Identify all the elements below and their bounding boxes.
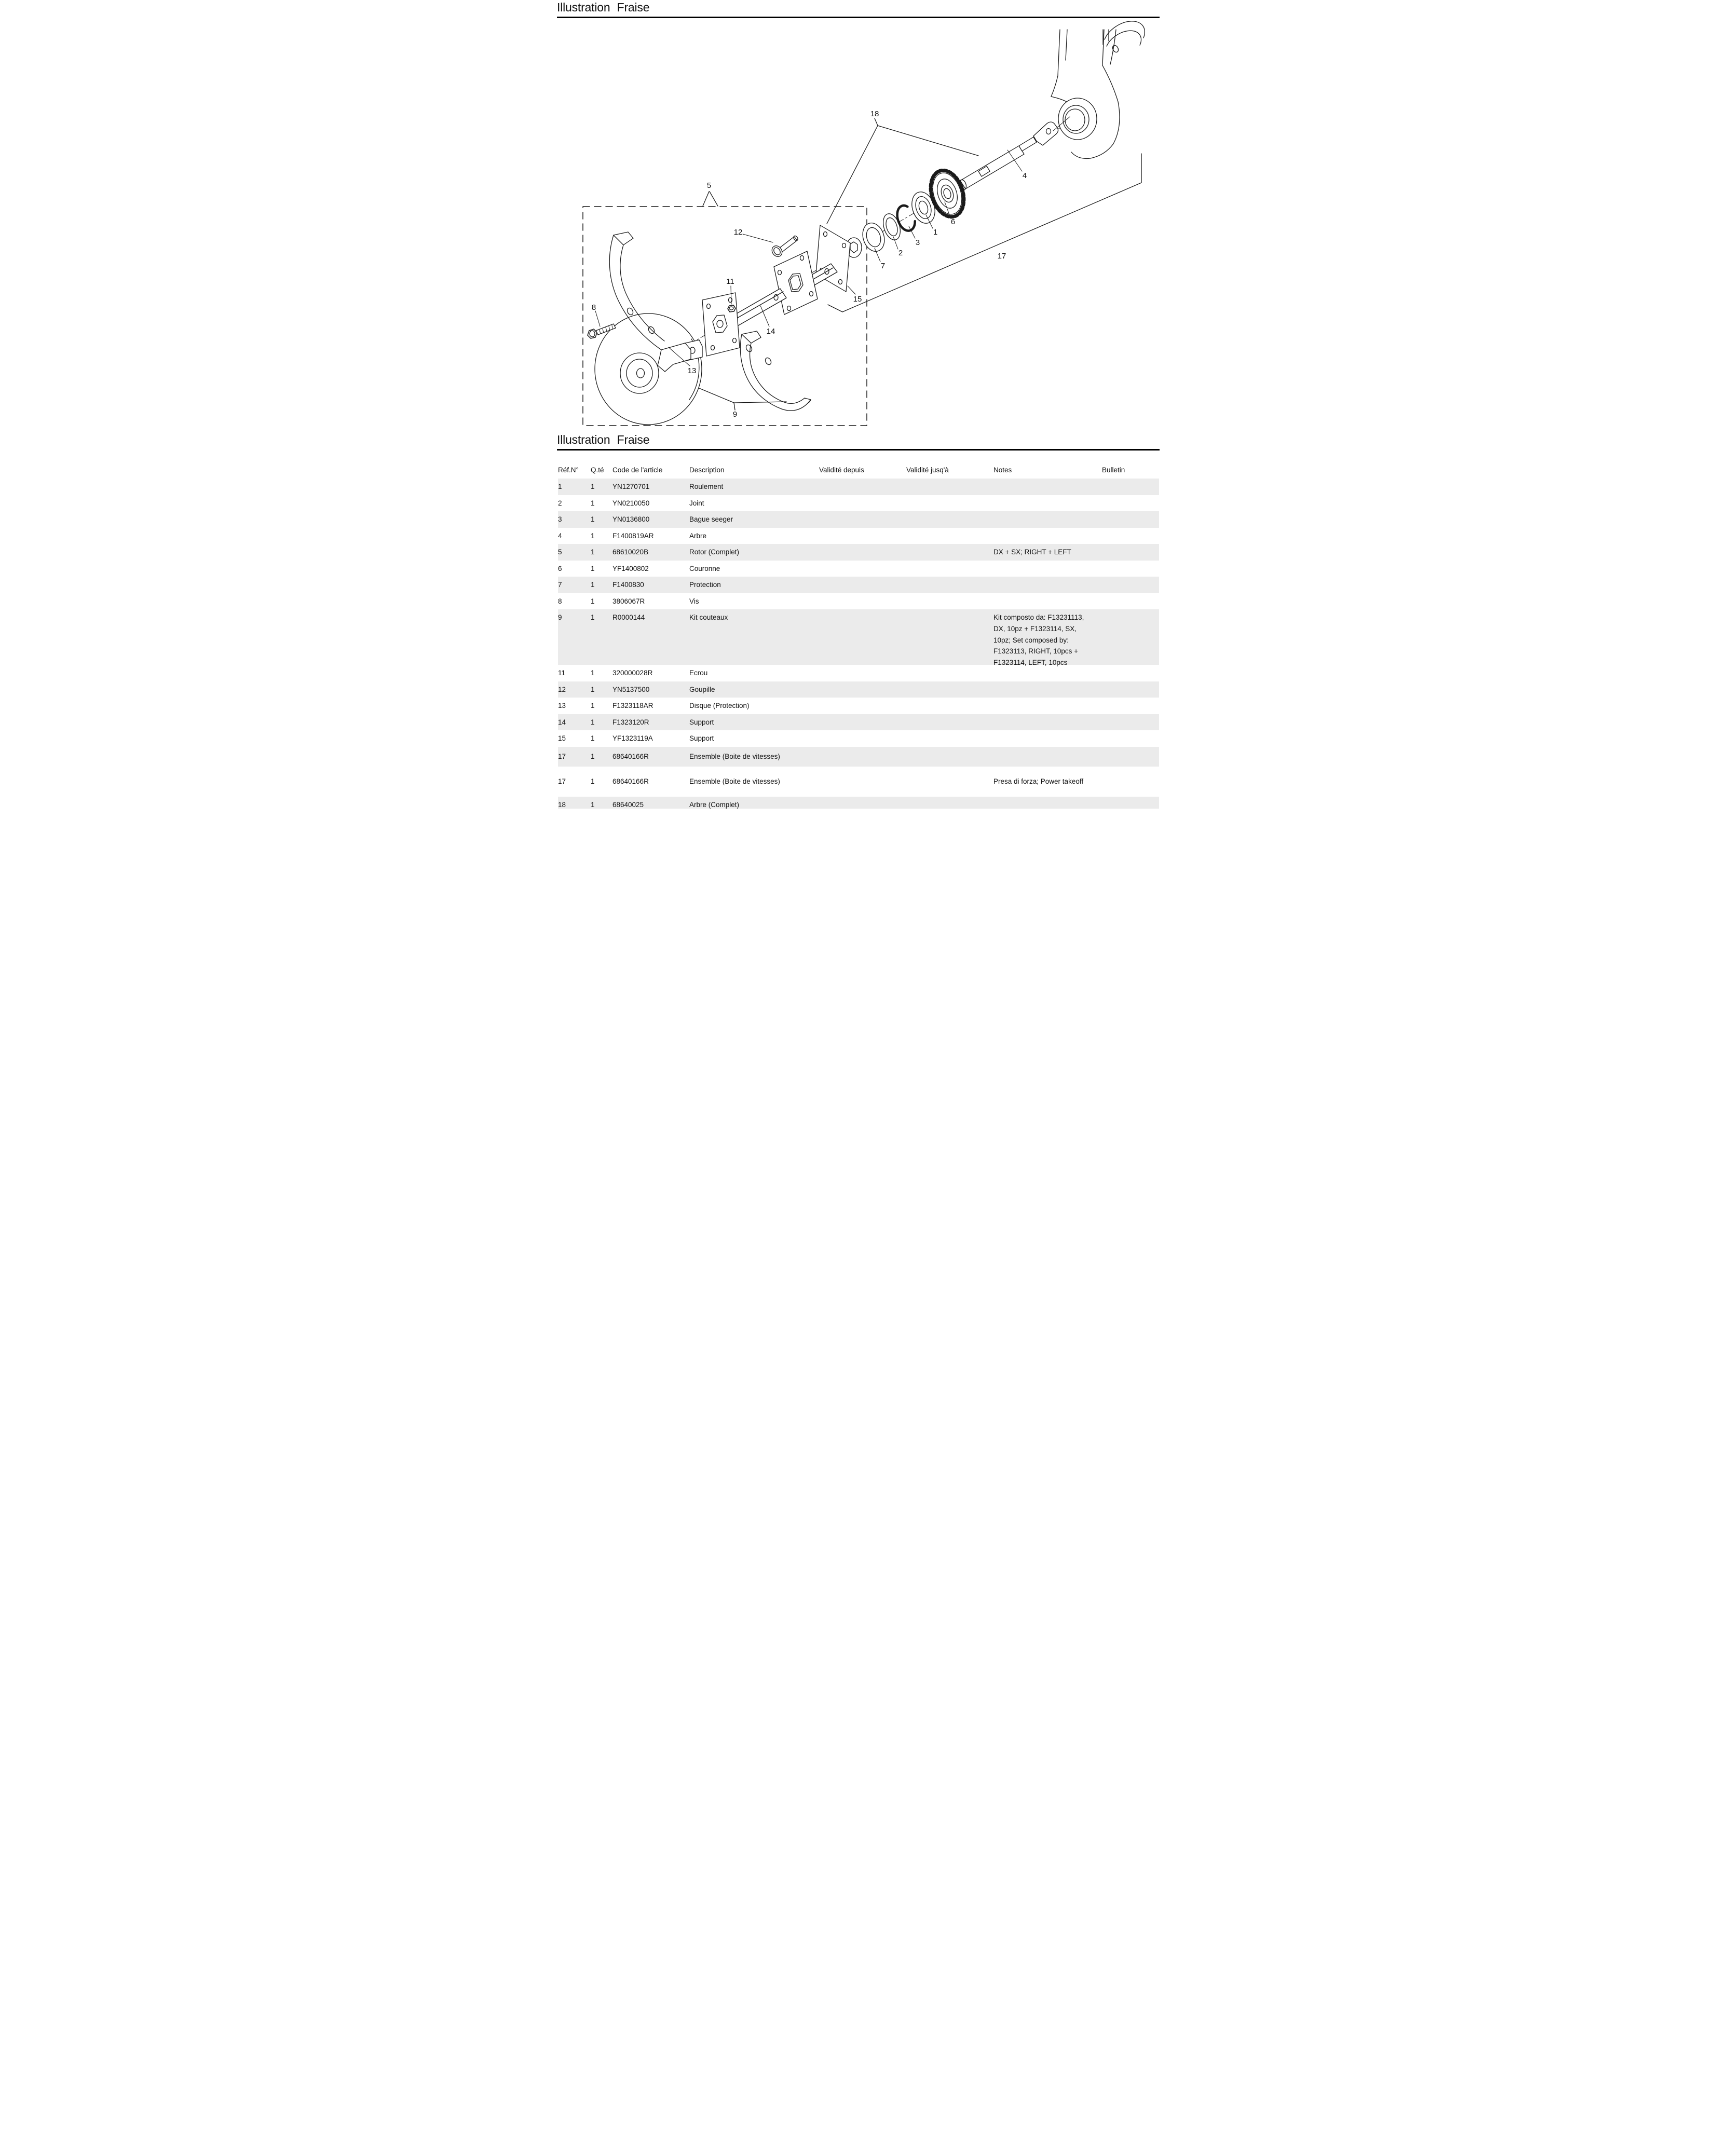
col-header-ref: Réf.N° — [558, 466, 579, 474]
cell-qty: 1 — [591, 718, 595, 726]
callout-5: 5 — [706, 181, 712, 190]
cell-valid-to — [906, 528, 993, 544]
cell-ref: 13 — [558, 702, 566, 710]
cell-code: 3806067R — [612, 597, 645, 605]
cell-ref: 5 — [558, 548, 562, 556]
cell-desc: Arbre (Complet) — [689, 800, 740, 809]
cell-bulletin — [1102, 593, 1159, 610]
table-row — [558, 698, 1159, 714]
cell-desc: Ecrou — [689, 669, 708, 677]
cell-bulletin — [1102, 767, 1159, 797]
cell-qty: 1 — [591, 548, 595, 556]
cell-bulletin — [1102, 544, 1159, 561]
cell-notes: Kit composto da: F13231113, DX, 10pz + F1323114, SX, 10pz; Set composed by: F1323113, RIGHT, 10pcs + F1323114, LEFT, 10pcs — [993, 613, 1084, 667]
cell-ref: 2 — [558, 499, 562, 507]
cell-bulletin — [1102, 577, 1159, 593]
table-row — [558, 561, 1159, 577]
cell-notes: Presa di forza; Power takeoff — [993, 777, 1084, 785]
cell-qty: 1 — [591, 499, 595, 507]
cell-valid-from — [819, 665, 906, 681]
table-row — [558, 495, 1159, 512]
cell-bulletin — [1102, 609, 1159, 665]
cell-qty: 1 — [591, 515, 595, 524]
table-row — [558, 528, 1159, 544]
callout-8: 8 — [591, 303, 596, 312]
cell-notes: DX + SX; RIGHT + LEFT — [993, 548, 1071, 556]
cell-ref: 7 — [558, 581, 562, 589]
cell-valid-from — [819, 511, 906, 528]
cell-valid-from — [819, 698, 906, 714]
cell-ref: 3 — [558, 515, 562, 524]
cell-code: YN0210050 — [612, 499, 650, 507]
callout-7: 7 — [880, 262, 886, 270]
table-row — [558, 609, 1159, 665]
cell-desc: Support — [689, 734, 714, 743]
callout-6: 6 — [950, 217, 956, 226]
cell-valid-to — [906, 665, 993, 681]
cell-qty: 1 — [591, 777, 595, 785]
callout-13: 13 — [687, 366, 697, 375]
cell-code: 68640025 — [612, 800, 644, 809]
cell-bulletin — [1102, 665, 1159, 681]
cell-bulletin — [1102, 714, 1159, 731]
cell-desc: Disque (Protection) — [689, 702, 750, 710]
cell-notes — [993, 479, 1102, 495]
cell-code: YN0136800 — [612, 515, 650, 524]
cell-desc: Goupille — [689, 685, 715, 693]
cell-qty: 1 — [591, 613, 595, 621]
table-row — [558, 767, 1159, 797]
col-header-notes: Notes — [993, 466, 1012, 474]
callout-1: 1 — [933, 228, 938, 237]
cell-code: 68640166R — [612, 777, 649, 785]
cell-valid-to — [906, 714, 993, 731]
shaft-4 — [958, 122, 1058, 190]
cell-code: YN1270701 — [612, 483, 650, 491]
cell-valid-from — [819, 544, 906, 561]
cell-bulletin — [1102, 730, 1159, 747]
flange-plate-front — [702, 293, 740, 356]
cell-code: 320000028R — [612, 669, 653, 677]
cell-ref: 9 — [558, 613, 562, 621]
cell-bulletin — [1102, 747, 1159, 767]
cell-valid-to — [906, 495, 993, 512]
cell-code: R0000144 — [612, 613, 645, 621]
callout-4: 4 — [1022, 171, 1027, 180]
cell-valid-to — [906, 698, 993, 714]
nut-11 — [728, 305, 736, 312]
cell-bulletin — [1102, 681, 1159, 698]
cell-code: 68610020B — [612, 548, 649, 556]
table-row — [558, 797, 1159, 809]
cell-ref: 8 — [558, 597, 562, 605]
callout-12: 12 — [733, 228, 743, 237]
section-rule — [557, 449, 1160, 451]
cell-qty: 1 — [591, 753, 595, 760]
pin-12 — [770, 235, 798, 258]
cell-desc: Support — [689, 718, 714, 726]
cell-notes — [993, 528, 1102, 544]
cell-bulletin — [1102, 479, 1159, 495]
cell-valid-from — [819, 577, 906, 593]
cell-qty: 1 — [591, 564, 595, 572]
callout-18: 18 — [870, 110, 879, 118]
table-row — [558, 747, 1159, 767]
cell-notes — [993, 561, 1102, 577]
page-title: Illustration Fraise — [557, 1, 650, 14]
table-row — [558, 479, 1159, 495]
cell-valid-to — [906, 511, 993, 528]
cell-notes — [993, 681, 1102, 698]
cell-qty: 1 — [591, 685, 595, 693]
callout-2: 2 — [898, 249, 903, 257]
cell-desc: Kit couteaux — [689, 613, 728, 621]
cell-qty: 1 — [591, 734, 595, 743]
cell-valid-from — [819, 609, 906, 665]
table-row — [558, 577, 1159, 593]
cell-valid-to — [906, 479, 993, 495]
cell-valid-to — [906, 681, 993, 698]
cell-notes — [993, 577, 1102, 593]
cell-valid-from — [819, 767, 906, 797]
cell-desc: Couronne — [689, 564, 720, 572]
cell-notes — [993, 495, 1102, 512]
cell-code: YN5137500 — [612, 685, 650, 693]
table-row — [558, 593, 1159, 610]
cell-notes — [993, 698, 1102, 714]
cell-qty: 1 — [591, 597, 595, 605]
col-header-desc: Description — [689, 466, 725, 474]
cell-valid-to — [906, 561, 993, 577]
cell-valid-to — [906, 593, 993, 610]
cell-valid-from — [819, 593, 906, 610]
cell-qty: 1 — [591, 581, 595, 589]
flange-plate-middle-14 — [774, 251, 818, 315]
cell-ref: 14 — [558, 718, 566, 726]
cell-valid-from — [819, 561, 906, 577]
cell-code: YF1323119A — [612, 734, 653, 743]
cell-valid-to — [906, 747, 993, 767]
cell-ref: 17 — [558, 753, 566, 760]
table-header-row — [558, 461, 1159, 479]
cell-valid-to — [906, 609, 993, 665]
cell-bulletin — [1102, 528, 1159, 544]
callout-11: 11 — [726, 277, 734, 286]
cell-valid-from — [819, 528, 906, 544]
callout-9: 9 — [732, 410, 738, 419]
cell-valid-to — [906, 730, 993, 747]
callout-17: 17 — [997, 252, 1006, 261]
cell-ref: 4 — [558, 531, 562, 540]
cell-ref: 18 — [558, 800, 566, 809]
col-header-valid-from: Validité depuis — [819, 466, 864, 474]
cell-valid-to — [906, 797, 993, 809]
cell-ref: 11 — [558, 669, 566, 677]
table-row — [558, 681, 1159, 698]
callout-14: 14 — [766, 327, 775, 336]
cell-code: F1400830 — [612, 581, 644, 589]
cell-ref: 1 — [558, 483, 562, 491]
exploded-diagram — [536, 0, 1180, 439]
cell-code: F1400819AR — [612, 531, 654, 540]
table-row — [558, 544, 1159, 561]
cell-notes — [993, 797, 1102, 809]
cell-qty: 1 — [591, 483, 595, 491]
gearbox-housing — [1051, 21, 1145, 159]
cell-desc: Vis — [689, 597, 699, 605]
cell-valid-from — [819, 681, 906, 698]
table-row — [558, 511, 1159, 528]
col-header-qty: Q.té — [591, 466, 604, 474]
cell-desc: Ensemble (Boite de vitesses) — [689, 777, 780, 785]
cell-bulletin — [1102, 561, 1159, 577]
cell-valid-to — [906, 544, 993, 561]
cell-notes — [993, 747, 1102, 767]
cell-code: F1323120R — [612, 718, 649, 726]
cell-notes — [993, 593, 1102, 610]
cell-code: F1323118AR — [612, 702, 653, 710]
callout-3: 3 — [915, 238, 920, 247]
blade-right — [740, 331, 811, 411]
parts-table — [558, 461, 1159, 809]
cell-code: YF1400802 — [612, 564, 649, 572]
cell-bulletin — [1102, 511, 1159, 528]
catalog-page — [536, 0, 1180, 809]
callout-15: 15 — [853, 295, 862, 304]
flange-plate-rear-15 — [816, 225, 862, 292]
cell-valid-from — [819, 479, 906, 495]
cell-ref: 12 — [558, 685, 566, 693]
table-row — [558, 665, 1159, 681]
cell-valid-to — [906, 577, 993, 593]
cell-desc: Joint — [689, 499, 704, 507]
cell-notes — [993, 730, 1102, 747]
col-header-code: Code de l'article — [612, 466, 663, 474]
cell-desc: Roulement — [689, 483, 724, 491]
cell-bulletin — [1102, 495, 1159, 512]
cell-bulletin — [1102, 797, 1159, 809]
cell-ref: 6 — [558, 564, 562, 572]
cell-notes — [993, 714, 1102, 731]
cell-valid-from — [819, 714, 906, 731]
cell-valid-from — [819, 747, 906, 767]
cell-qty: 1 — [591, 669, 595, 677]
cell-bulletin — [1102, 698, 1159, 714]
cell-notes — [993, 511, 1102, 528]
cell-valid-from — [819, 797, 906, 809]
cell-ref: 17 — [558, 777, 566, 785]
cell-desc: Rotor (Complet) — [689, 548, 740, 556]
cell-ref: 15 — [558, 734, 566, 743]
cell-valid-from — [819, 495, 906, 512]
cell-qty: 1 — [591, 531, 595, 540]
table-row — [558, 730, 1159, 747]
table-row — [558, 714, 1159, 731]
cell-qty: 1 — [591, 800, 595, 809]
cell-valid-to — [906, 767, 993, 797]
cell-desc: Ensemble (Boite de vitesses) — [689, 753, 780, 760]
cell-desc: Protection — [689, 581, 721, 589]
cell-qty: 1 — [591, 702, 595, 710]
col-header-valid-to: Validité jusq'à — [906, 466, 949, 474]
section-title: Illustration Fraise — [557, 433, 650, 446]
cell-valid-from — [819, 730, 906, 747]
cell-desc: Bague seeger — [689, 515, 733, 524]
callout-5-bracket — [703, 192, 718, 206]
cell-desc: Arbre — [689, 531, 707, 540]
cell-code: 68640166R — [612, 753, 649, 760]
col-header-bulletin: Bulletin — [1102, 466, 1125, 474]
